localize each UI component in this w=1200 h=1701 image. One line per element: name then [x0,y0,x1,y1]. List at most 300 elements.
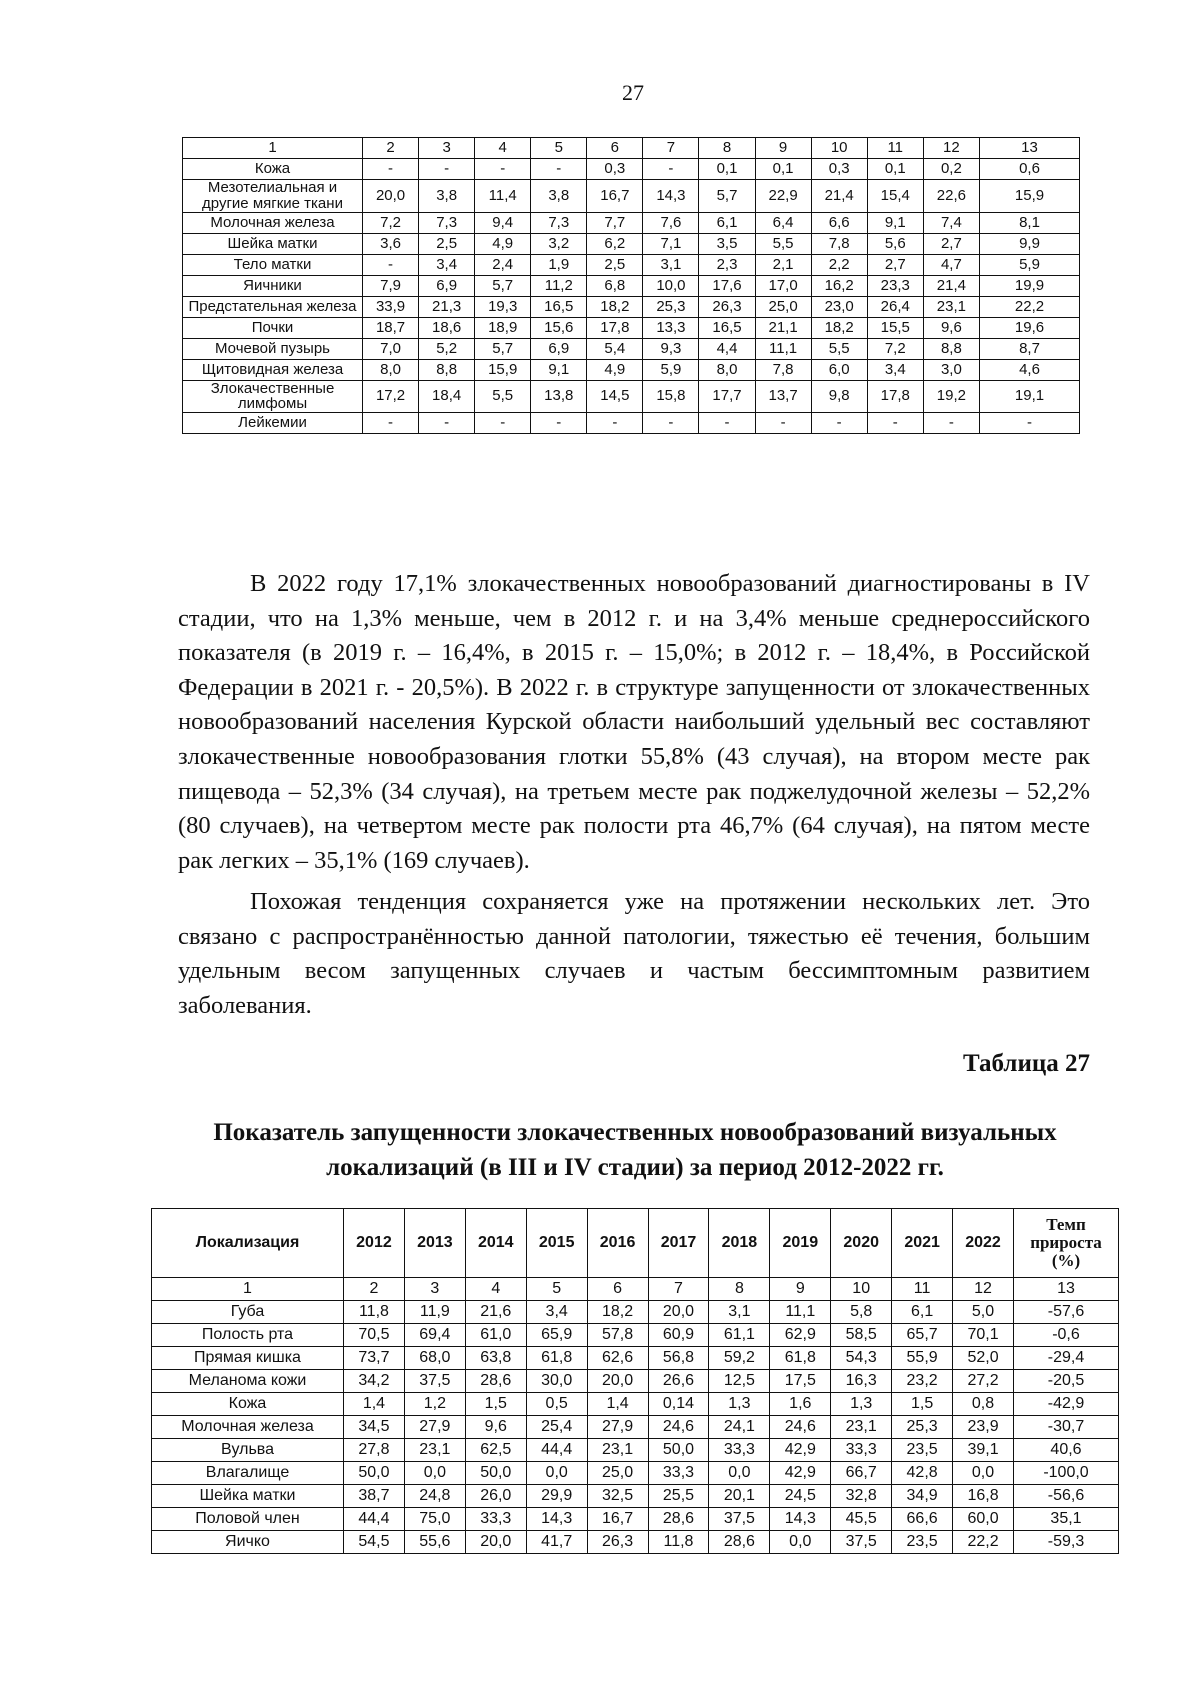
table-cell: 41,7 [526,1531,587,1554]
table-cell: 26,0 [465,1485,526,1508]
table-cell: 5,2 [419,338,475,359]
table-cell: - [980,413,1080,434]
table-cell: 26,3 [699,296,755,317]
table-cell: 9,9 [980,233,1080,254]
table-cell: 9,6 [465,1416,526,1439]
table-cell: -30,7 [1014,1416,1119,1439]
row-label: Влагалище [152,1462,344,1485]
table-cell: 2017 [648,1209,709,1278]
table-cell: 8,8 [923,338,979,359]
table-cell: 5,7 [475,338,531,359]
table-cell: 15,6 [531,317,587,338]
table-cell: 8 [709,1278,770,1301]
table-cell: 13,3 [643,317,699,338]
table-cell: 3,4 [867,359,923,380]
table-cell: 6,8 [587,275,643,296]
table-cell: 0,3 [587,159,643,180]
table-cell: 25,3 [643,296,699,317]
table-cell: 2 [344,1278,405,1301]
table-cell: 6,9 [419,275,475,296]
row-label: Щитовидная железа [183,359,363,380]
table-cell: 66,7 [831,1462,892,1485]
table-cell: 25,5 [648,1485,709,1508]
table-cell: 16,7 [587,180,643,213]
table-cell: 25,4 [526,1416,587,1439]
row-label: Вульва [152,1439,344,1462]
table-cell: 2015 [526,1209,587,1278]
table-cell: 16,8 [953,1485,1014,1508]
table-row [183,159,1080,180]
table-cell: 7 [648,1278,709,1301]
table-cell: 33,3 [709,1439,770,1462]
table-cell: 0,0 [526,1462,587,1485]
table-row [183,180,1080,213]
table-cell: 7,8 [811,233,867,254]
table-cell: 3,1 [643,254,699,275]
table-cell: 2018 [709,1209,770,1278]
column-number-row [152,1278,1119,1301]
table-cell: 9,1 [531,359,587,380]
table-cell: 25,0 [755,296,811,317]
table-cell: -59,3 [1014,1531,1119,1554]
table-cell: 18,7 [363,317,419,338]
table-cell: 17,8 [867,380,923,413]
table-cell: 16,3 [831,1370,892,1393]
table-cell: 73,7 [344,1347,405,1370]
table-cell: 4,4 [699,338,755,359]
row-label: Яичко [152,1531,344,1554]
table-row [152,1324,1119,1347]
table-cell: 1,3 [831,1393,892,1416]
row-label: Кожа [183,159,363,180]
table-cell: 1,3 [709,1393,770,1416]
table-cell: 55,6 [404,1531,465,1554]
paragraph-text: Похожая тенденция сохраняется уже на протяжении нескольких лет. Это связано с распространённостью данной патологии, тяжестью её течения, большим удельным весом запущенных случаев и частым бессимптомным развитием заболевания. [178,888,1090,1019]
table-cell: 5,8 [831,1301,892,1324]
table-cell: 8,8 [419,359,475,380]
table-cell: 7 [643,138,699,159]
table-cell: 17,6 [699,275,755,296]
table-cell: 19,2 [923,380,979,413]
table-cell: 6,2 [587,233,643,254]
table-row [152,1439,1119,1462]
table-cell: - [531,159,587,180]
table-cell: 15,4 [867,180,923,213]
table-cell: 42,8 [892,1462,953,1485]
table-cell: 9,1 [867,212,923,233]
table-cell: 1,5 [465,1393,526,1416]
table-cell: 61,8 [526,1347,587,1370]
table-cell: 75,0 [404,1508,465,1531]
row-label: 1 [152,1278,344,1301]
table-cell: 44,4 [344,1508,405,1531]
table-cell: 37,5 [404,1370,465,1393]
row-label: Мезотелиальная и другие мягкие ткани [183,180,363,213]
table-cell: 3,0 [923,359,979,380]
table-cell: 13 [1014,1278,1119,1301]
table-cell: - [643,159,699,180]
table-cell: 21,1 [755,317,811,338]
table-cell: 27,9 [587,1416,648,1439]
table-cell: 16,2 [811,275,867,296]
table-cell: 17,2 [363,380,419,413]
table-cell: 5,5 [755,233,811,254]
table-cell: - [755,413,811,434]
table-cell: 18,9 [475,317,531,338]
table-cell: 7,2 [867,338,923,359]
table-cell: 0,0 [953,1462,1014,1485]
table-cell: 11,8 [648,1531,709,1554]
table-cell: 14,3 [526,1508,587,1531]
table-cell: 0,0 [770,1531,831,1554]
table-cell: 15,8 [643,380,699,413]
table-row [152,1531,1119,1554]
table-cell: 38,7 [344,1485,405,1508]
table-cell: 24,6 [770,1416,831,1439]
row-label: Локализация [152,1209,344,1278]
row-label: Полость рта [152,1324,344,1347]
table-cell: 7,3 [531,212,587,233]
paragraph-text: В 2022 году 17,1% злокачественных новообразований диагностированы в IV стадии, что на 1,3% меньше, чем в 2012 г. и на 3,4% меньше среднероссийского показателя (в 2019 г. – 16,4%, в 2015 г. – 15,0%; в 2012 г. – 18,4%, в Российской Федерации в 2021 г. - 20,5%). В 2022 г. в структуре запущенности от злокачественных новообразований населения Курской области наибольший удельный вес составляют злокачественные новообразования глотки 55,8% (43 случая), на втором месте рак пищевода – 52,3% (34 случая), на третьем месте рак поджелудочной железы – 52,2% (80 случаев), на четвертом месте рак полости рта 46,7% (64 случая), на пятом месте рак легких – 35,1% (169 случаев). [178,570,1090,874]
table-row [183,212,1080,233]
row-label: Лейкемии [183,413,363,434]
row-label: Злокачественные лимфомы [183,380,363,413]
table-cell: 4,7 [923,254,979,275]
table-cell: 13,7 [755,380,811,413]
table-cell: 11 [892,1278,953,1301]
table-cancer-continuation [182,137,1080,434]
table-cell: 23,1 [404,1439,465,1462]
row-label: Шейка матки [183,233,363,254]
row-label: 1 [183,138,363,159]
table-cell: 1,4 [344,1393,405,1416]
table-cell: 7,9 [363,275,419,296]
table-row [183,413,1080,434]
table-cell: 34,2 [344,1370,405,1393]
table-cell: 11,4 [475,180,531,213]
table-cell: 6,9 [531,338,587,359]
table-cell: - [475,413,531,434]
table-cell: 9,8 [811,380,867,413]
table-cell: 62,5 [465,1439,526,1462]
table-cell: 62,6 [587,1347,648,1370]
table-row [183,296,1080,317]
table-cell: 1,5 [892,1393,953,1416]
table-cell: 6,0 [811,359,867,380]
table-cell: 22,2 [980,296,1080,317]
table-cell: 3,6 [363,233,419,254]
table-cell: 3,8 [419,180,475,213]
table-cell: 14,3 [643,180,699,213]
table-cell: 19,1 [980,380,1080,413]
table-cell: 2022 [953,1209,1014,1278]
table-cell: 44,4 [526,1439,587,1462]
row-label: Кожа [152,1393,344,1416]
table-title: Показатель запущенности злокачественных новообразований визуальных локализаций (в III и IV стадии) за период 2012-2022 гг. [213,1119,1057,1181]
table-cell: 2012 [344,1209,405,1278]
table-cell: 33,9 [363,296,419,317]
table-cell: 20,0 [465,1531,526,1554]
table-cell: 0,0 [709,1462,770,1485]
table-cell: -0,6 [1014,1324,1119,1347]
table-cell: 23,2 [892,1370,953,1393]
table-cell: 14,5 [587,380,643,413]
table-cell: 21,4 [811,180,867,213]
table-cell: 8,0 [699,359,755,380]
table-cell: 2,7 [923,233,979,254]
table-cell: 35,1 [1014,1508,1119,1531]
table-cell: 22,2 [953,1531,1014,1554]
table-cell: 10 [831,1278,892,1301]
table-cell: 62,9 [770,1324,831,1347]
table-number: Таблица 27 [962,1050,1090,1077]
table-cell: 27,2 [953,1370,1014,1393]
table-cell: 1,6 [770,1393,831,1416]
table-cell: - [363,413,419,434]
table-cell: 7,8 [755,359,811,380]
table-cell: 23,5 [892,1439,953,1462]
table-cell: 2,5 [587,254,643,275]
table-cell: 9,4 [475,212,531,233]
table-cell: 63,8 [465,1347,526,1370]
table-cell: 26,3 [587,1531,648,1554]
row-label: Молочная железа [183,212,363,233]
table-cell: 5,0 [953,1301,1014,1324]
table-cell: 0,1 [867,159,923,180]
table-cell: 66,6 [892,1508,953,1531]
table-cell: 12 [923,138,979,159]
table-cell: 42,9 [770,1439,831,1462]
row-label: Яичники [183,275,363,296]
row-label: Половой член [152,1508,344,1531]
row-label: Меланома кожи [152,1370,344,1393]
table-cell: 34,9 [892,1485,953,1508]
table-cell: 6,4 [755,212,811,233]
table-cell: 7,0 [363,338,419,359]
table-cell: 23,3 [867,275,923,296]
table-cell: 16,5 [531,296,587,317]
table-cell: 5,9 [980,254,1080,275]
table-cell: 27,8 [344,1439,405,1462]
table-cell: - [475,159,531,180]
table-cell: 52,0 [953,1347,1014,1370]
table-cell: 8,0 [363,359,419,380]
table-cell: 0,3 [811,159,867,180]
table-cell: 5,5 [475,380,531,413]
row-label: Почки [183,317,363,338]
table-cell: 5,9 [643,359,699,380]
table-cell: 22,6 [923,180,979,213]
table-cell: 45,5 [831,1508,892,1531]
table-cell: 17,8 [587,317,643,338]
table-cell: 50,0 [344,1462,405,1485]
table-cell: 42,9 [770,1462,831,1485]
table-cell: 54,3 [831,1347,892,1370]
table-cell: 21,6 [465,1301,526,1324]
table-cell: 4,9 [475,233,531,254]
table-cell: 5 [526,1278,587,1301]
table-cell: 28,6 [709,1531,770,1554]
table-cell: 25,0 [587,1462,648,1485]
table-cell: 2 [363,138,419,159]
table-cell: 60,0 [953,1508,1014,1531]
table-cell: 33,3 [465,1508,526,1531]
table-cell: - [419,413,475,434]
table-cell: 5,7 [475,275,531,296]
row-label: Губа [152,1301,344,1324]
table-cell: 22,9 [755,180,811,213]
table-cell: 9,6 [923,317,979,338]
table-cell: 14,3 [770,1508,831,1531]
table-cell: 68,0 [404,1347,465,1370]
table-cell: 17,5 [770,1370,831,1393]
table-cell: 28,6 [648,1508,709,1531]
table-cell: - [419,159,475,180]
table-cell: 65,9 [526,1324,587,1347]
table-row [152,1508,1119,1531]
table-cell: - [643,413,699,434]
table-cell: 61,1 [709,1324,770,1347]
table-cell: -100,0 [1014,1462,1119,1485]
table-cell: 4 [475,138,531,159]
table-cell: -57,6 [1014,1301,1119,1324]
table-cell: 9 [770,1278,831,1301]
table-cell: 7,4 [923,212,979,233]
table-cell: 8 [699,138,755,159]
table-cell: 7,6 [643,212,699,233]
table-cell: 24,5 [770,1485,831,1508]
table-cell: 20,0 [363,180,419,213]
row-label: Мочевой пузырь [183,338,363,359]
table-cell: 5,7 [699,180,755,213]
table-cell: 0,14 [648,1393,709,1416]
table-cell: 2020 [831,1209,892,1278]
table-cell: 0,6 [980,159,1080,180]
table-cell: 23,1 [923,296,979,317]
table-row [183,275,1080,296]
table-cell: 18,4 [419,380,475,413]
table-cell: 2021 [892,1209,953,1278]
table-row [183,380,1080,413]
table-cell: 20,0 [587,1370,648,1393]
table-cell: 61,8 [770,1347,831,1370]
row-label: Предстательная железа [183,296,363,317]
table-cell: 33,3 [648,1462,709,1485]
table-cell: 5,5 [811,338,867,359]
table-row [152,1370,1119,1393]
table-cell: 11,8 [344,1301,405,1324]
row-label: Шейка матки [152,1485,344,1508]
table-cell: 23,9 [953,1416,1014,1439]
table-cell: Темп прироста (%) [1014,1209,1119,1278]
table-row [152,1301,1119,1324]
table-cell: 2014 [465,1209,526,1278]
table-cell: 37,5 [831,1531,892,1554]
table-cell: 21,4 [923,275,979,296]
table-cell: 11,1 [755,338,811,359]
table-cell: 2,5 [419,233,475,254]
table-cell: 3,4 [526,1301,587,1324]
table-cell: 0,1 [755,159,811,180]
table-row [152,1347,1119,1370]
table-cell: 7,2 [363,212,419,233]
table-cell: 6 [587,138,643,159]
table-cell: 5,6 [867,233,923,254]
table-cell: 59,2 [709,1347,770,1370]
table-cell: 26,4 [867,296,923,317]
table-cell: 8,1 [980,212,1080,233]
table-cell: 6,1 [892,1301,953,1324]
paragraph-stage-iv [178,567,1090,878]
table-cell: 1,4 [587,1393,648,1416]
table-cell: 24,6 [648,1416,709,1439]
table-cell: 10 [811,138,867,159]
table-cell: 29,9 [526,1485,587,1508]
table-cell: 3,4 [419,254,475,275]
table-cell: 25,3 [892,1416,953,1439]
table-row [152,1393,1119,1416]
table-cell: 3,8 [531,180,587,213]
table-cell: 6,1 [699,212,755,233]
table-cell: - [699,413,755,434]
table-cell: -20,5 [1014,1370,1119,1393]
table-cell: 18,2 [811,317,867,338]
table-cell: 15,5 [867,317,923,338]
table-cell: 17,7 [699,380,755,413]
table-cell: - [923,413,979,434]
table-cell: 28,6 [465,1370,526,1393]
table-cell: 50,0 [648,1439,709,1462]
table-cell: 5 [531,138,587,159]
table-cell: 0,2 [923,159,979,180]
table-cell: 23,1 [587,1439,648,1462]
table-cell: 3 [404,1278,465,1301]
table-cell: 2016 [587,1209,648,1278]
table-cell: 23,0 [811,296,867,317]
row-label: Тело матки [183,254,363,275]
table-cell: 7,1 [643,233,699,254]
table-cell: 0,8 [953,1393,1014,1416]
table-cell: 6 [587,1278,648,1301]
table-cell: 39,1 [953,1439,1014,1462]
table-cell: 5,4 [587,338,643,359]
table-cell: 13,8 [531,380,587,413]
table-cell: 60,9 [648,1324,709,1347]
table-cell: 19,6 [980,317,1080,338]
table-cell: 23,1 [831,1416,892,1439]
table-cell: 3,5 [699,233,755,254]
table-cell: 2,3 [699,254,755,275]
table-cell: 19,3 [475,296,531,317]
table-cell: 21,3 [419,296,475,317]
table-cell: 8,7 [980,338,1080,359]
table-cell: 34,5 [344,1416,405,1439]
table-cell: 27,9 [404,1416,465,1439]
table-cell: - [531,413,587,434]
table-cell: 23,5 [892,1531,953,1554]
table-cell: 69,4 [404,1324,465,1347]
table-cell: 0,5 [526,1393,587,1416]
table-cell: 55,9 [892,1347,953,1370]
table-cell: - [867,413,923,434]
table-cell: 0,1 [699,159,755,180]
paragraph-tendency [178,885,1090,1023]
table-cell: 11,1 [770,1301,831,1324]
table-cell: 18,6 [419,317,475,338]
table-cell: 2013 [404,1209,465,1278]
table-cell: 4,9 [587,359,643,380]
table-row [183,317,1080,338]
